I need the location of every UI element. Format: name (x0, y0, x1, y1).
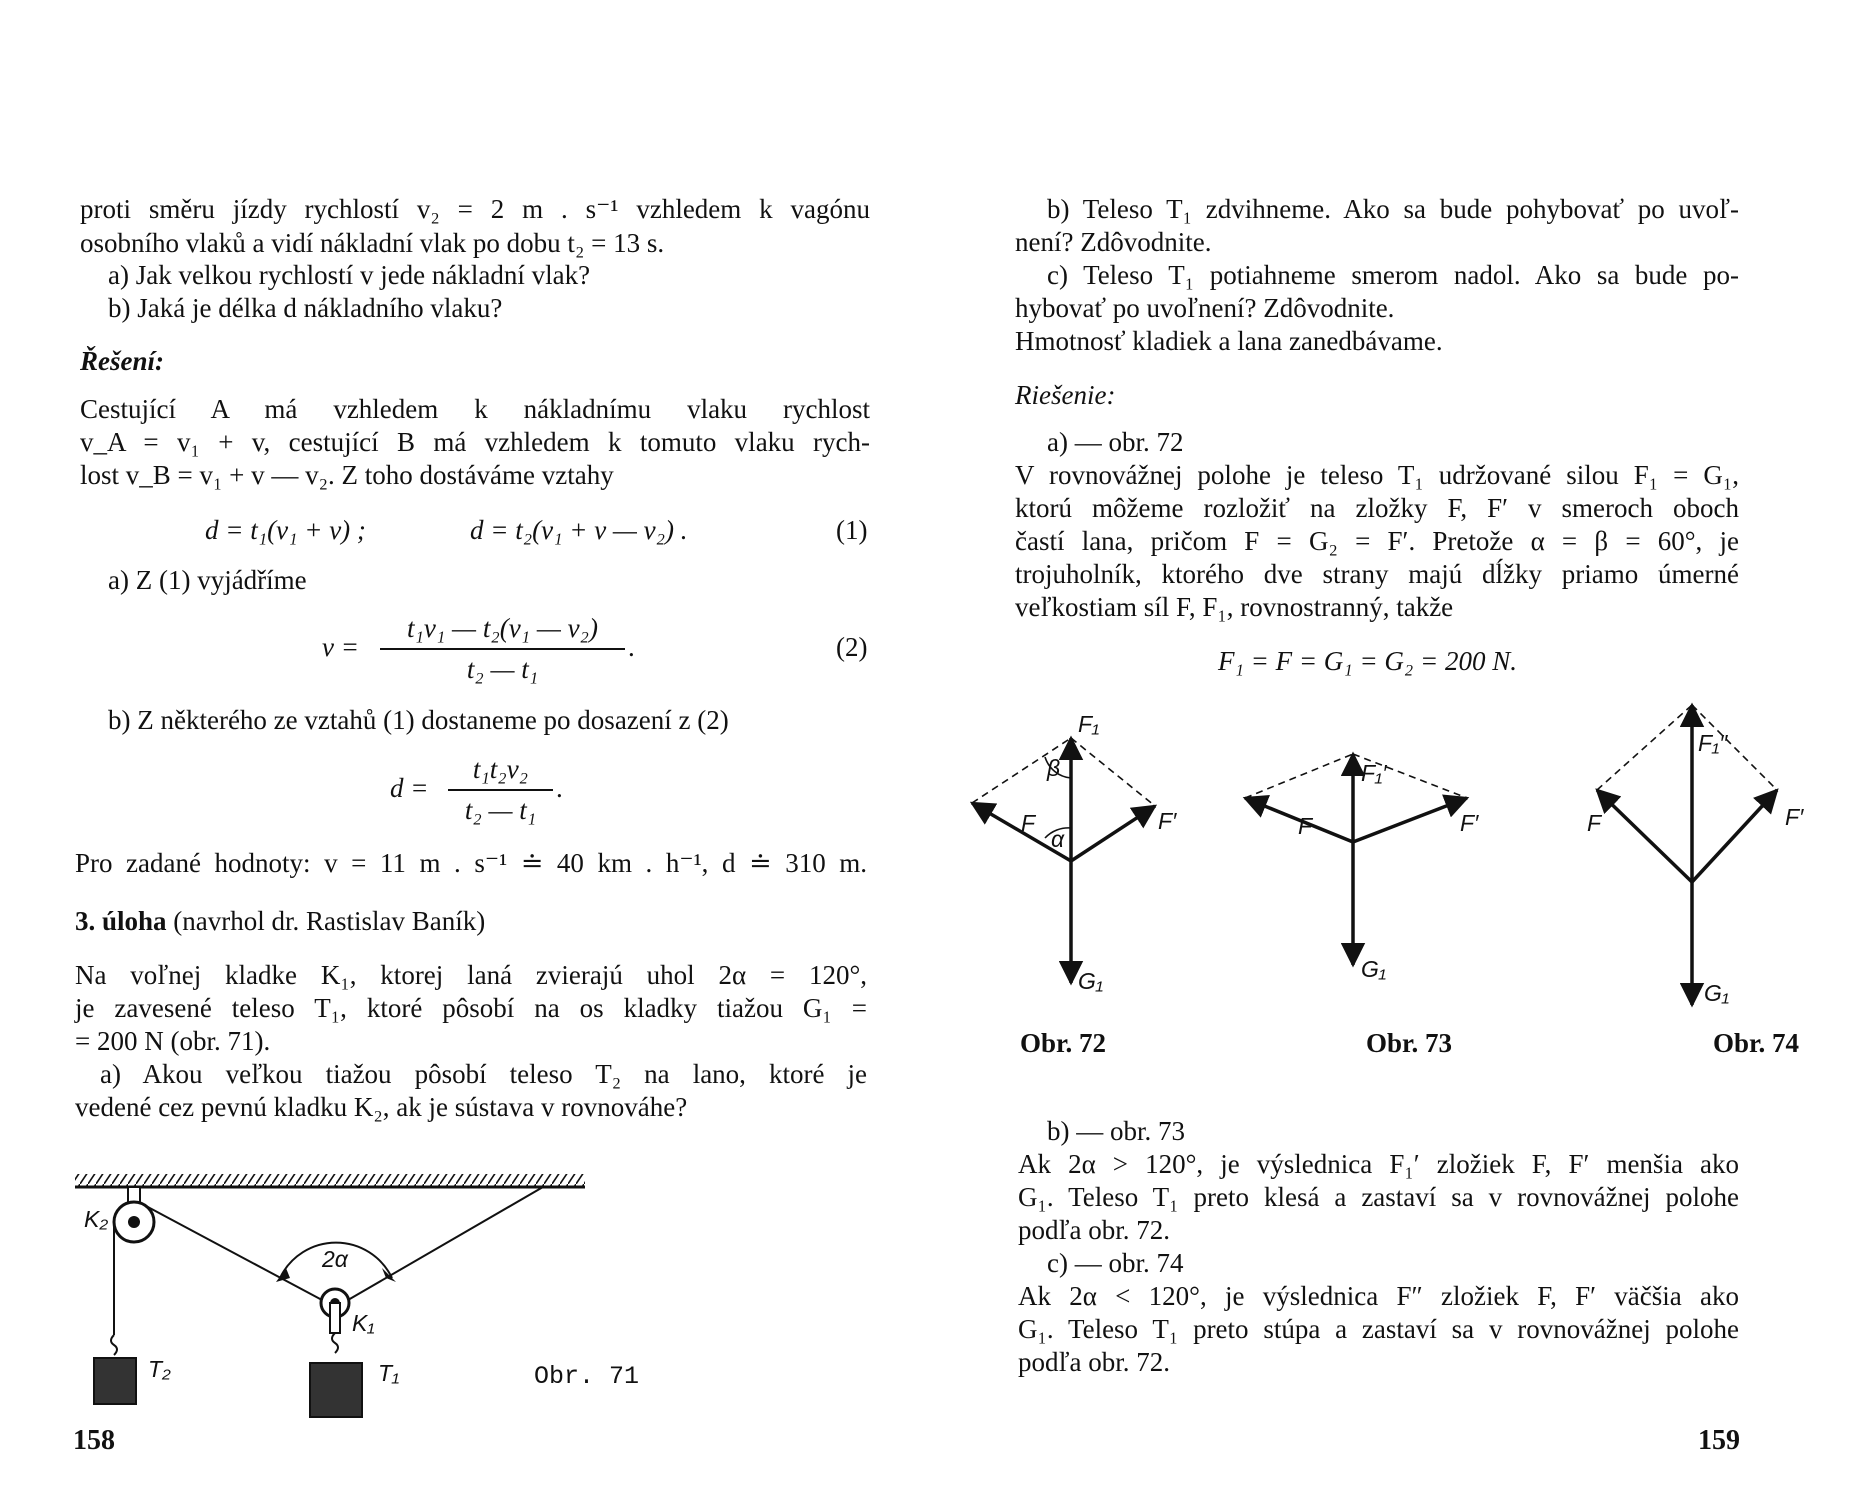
part-a-line-3: častí lana, pričom F = G₂ = F′. Pretože α = β = 60°, je (1015, 526, 1739, 556)
step-b: b) Z některého ze vztahů (1) dostaneme po dosazení z (2) (108, 705, 729, 735)
part-b-line-3: podľa obr. 72. (1018, 1215, 1170, 1245)
equation-3-lhs: d = (390, 773, 429, 803)
figure-74 (1597, 705, 1777, 1005)
caption-fig-72: Obr. 72 (1020, 1028, 1107, 1058)
equation-2-number: (2) (836, 632, 868, 662)
angle-arrow-left (276, 1268, 290, 1282)
equation-1-number: (1) (836, 515, 868, 545)
part-a-line-2: ktorú môžeme rozložiť na zložky F, F′ v smeroch oboch (1015, 493, 1739, 523)
equation-2-tail: . (628, 632, 635, 662)
part-a: a) — obr. 72 (1047, 427, 1184, 457)
fig73-label-g1: G₁ (1361, 956, 1387, 982)
solution-heading: Řešení: (80, 346, 164, 376)
part-c: c) — obr. 74 (1047, 1248, 1184, 1278)
page-number-left: 158 (73, 1425, 115, 1456)
label-t1: T₁ (378, 1360, 400, 1386)
part-b-line-2: G₁. Teleso T₁ preto klesá a zastaví sa v rovnovážnej polohe (1018, 1182, 1739, 1212)
fig73-label-f: F (1298, 813, 1313, 839)
force-equation: F₁ = F = G₁ = G₂ = 200 N. (1218, 646, 1518, 676)
intro-line-1: proti směru jízdy rychlostí v₂ = 2 m . s⁻¹ vzhledem k vagónu (80, 194, 870, 224)
fig72-label-fprime: F′ (1158, 808, 1177, 834)
task-line-1: Na voľnej kladke K₁, ktorej laná zvierajú uhol 2α = 120°, (75, 960, 867, 990)
label-2alpha: 2α (322, 1246, 348, 1272)
fig72-label-alpha: α (1051, 826, 1065, 852)
task-line-2: je zavesené teleso T₁, ktoré pôsobí na os kladky tiažou G₁ = (75, 993, 867, 1023)
equation-3-tail: . (556, 773, 563, 803)
equation-1-right: d = t₂(v₁ + v — v₂) . (470, 515, 688, 545)
figure-71-caption: Obr. 71 (534, 1362, 640, 1391)
fig72-label-g1: G₁ (1078, 968, 1104, 994)
part-b-line-1: Ak 2α > 120°, je výslednica F₁′ zložiek F, F′ menšia ako (1018, 1149, 1739, 1179)
right-line-4: hybovať po uvoľnení? Zdôvodnite. (1015, 293, 1395, 323)
label-k1: K₁ (352, 1310, 375, 1336)
right-solution-heading: Riešenie: (1015, 380, 1116, 410)
equation-1-left: d = t₁(v₁ + v) ; (205, 515, 366, 545)
equation-3-denominator: t₂ — t₁ (464, 795, 537, 825)
right-line-2: není? Zdôvodnite. (1015, 227, 1212, 257)
task-title-author: (navrhol dr. Rastislav Baník) (173, 906, 486, 936)
right-line-5: Hmotnosť kladiek a lana zanedbávame. (1015, 326, 1443, 356)
task-line-3: = 200 N (obr. 71). (75, 1026, 271, 1056)
intro-line-2: osobního vlaků a vidí nákladní vlak po dobu t₂ = 13 s. (80, 228, 665, 258)
right-line-3: c) Teleso T₁ potiahneme smerom nadol. Ako sa bude po- (1047, 260, 1739, 290)
rope-right (348, 1187, 543, 1300)
task-title (75, 908, 485, 935)
k1-hanger (330, 1303, 340, 1333)
right-page (935, 0, 1870, 1500)
solution-line-2: v_A = v₁ + v, cestující B má vzhledem k tomuto vlaku rych- (80, 427, 870, 457)
task-line-4: a) Akou veľkou tiažou pôsobí teleso T₂ na lano, ktoré je (100, 1059, 867, 1089)
label-k2: K₂ (84, 1206, 109, 1232)
part-a-line-5: veľkostiam síl F, F₁, rovnostranný, takže (1015, 592, 1454, 622)
label-t2: T₂ (148, 1356, 171, 1382)
fig74-label-fprime: F′ (1785, 804, 1804, 830)
task-line-5: vedené cez pevnú kladku K₂, ak je sústava v rovnováhe? (75, 1092, 688, 1122)
fig72-label-f1: F₁ (1078, 711, 1100, 737)
equation-2-lhs: v = (322, 632, 359, 662)
fig73-label-f1: F₁′ (1361, 760, 1387, 786)
figure-72 (972, 738, 1155, 983)
figure-71-pulley-diagram (0, 1160, 935, 1420)
task-title-number: 3. úloha (75, 906, 167, 936)
part-c-line-2: G₁. Teleso T₁ preto stúpa a zastaví sa v rovnovážnej polohe (1018, 1314, 1739, 1344)
k2-hook (111, 1335, 117, 1355)
equation-3-fraction (448, 756, 553, 824)
fig74-label-f: F (1587, 810, 1602, 836)
force-diagrams (935, 700, 1870, 1030)
part-a-line-1: V rovnovážnej polohe je teleso T₁ udržované silou F₁ = G₁, (1015, 460, 1739, 490)
fig73-label-fprime: F′ (1460, 810, 1479, 836)
equation-2-numerator: t₁v₁ — t₂(v₁ — v₂) (407, 613, 598, 643)
page-number-right: 159 (1698, 1425, 1740, 1456)
ceiling-hatch (75, 1174, 585, 1187)
step-a: a) Z (1) vyjádříme (108, 565, 307, 595)
fig72-label-beta: β (1047, 755, 1061, 781)
question-b: b) Jaká je délka d nákladního vlaku? (108, 293, 503, 323)
part-b: b) — obr. 73 (1047, 1116, 1185, 1146)
pulley-k2-axle (128, 1216, 140, 1228)
k1-hook (332, 1333, 338, 1353)
solution-line-3: lost v_B = v₁ + v — v₂. Z toho dostáváme vztahy (80, 460, 614, 490)
equation-2-denominator: t₂ — t₁ (466, 654, 539, 684)
question-a: a) Jak velkou rychlostí v jede nákladní vlak? (108, 260, 591, 290)
caption-fig-73: Obr. 73 (1366, 1028, 1453, 1058)
equation-2-fraction (380, 615, 625, 683)
fig74-label-f1: F₁″ (1698, 730, 1728, 756)
part-c-line-3: podľa obr. 72. (1018, 1347, 1170, 1377)
part-c-line-1: Ak 2α < 120°, je výslednica F″ zložiek F, F′ väčšia ako (1018, 1281, 1739, 1311)
rope-left (146, 1206, 322, 1300)
caption-fig-74: Obr. 74 (1713, 1028, 1800, 1058)
part-a-line-4: trojuholník, ktorého dve strany majú dĺžky priamo úmerné (1015, 559, 1739, 589)
right-line-1: b) Teleso T₁ zdvihneme. Ako sa bude pohybovať po uvoľ- (1047, 194, 1739, 224)
equation-3-numerator: t₁t₂v₂ (472, 754, 529, 784)
figure-73 (1245, 754, 1467, 965)
fig72-label-f: F (1021, 810, 1036, 836)
result-line: Pro zadané hodnoty: v = 11 m . s⁻¹ ≐ 40 km . h⁻¹, d ≐ 310 m. (75, 848, 867, 878)
weight-t1 (310, 1363, 362, 1417)
weight-t2 (94, 1358, 136, 1404)
solution-line-1: Cestující A má vzhledem k nákladnímu vlaku rychlost (80, 394, 870, 424)
fig74-label-g1: G₁ (1704, 980, 1730, 1006)
